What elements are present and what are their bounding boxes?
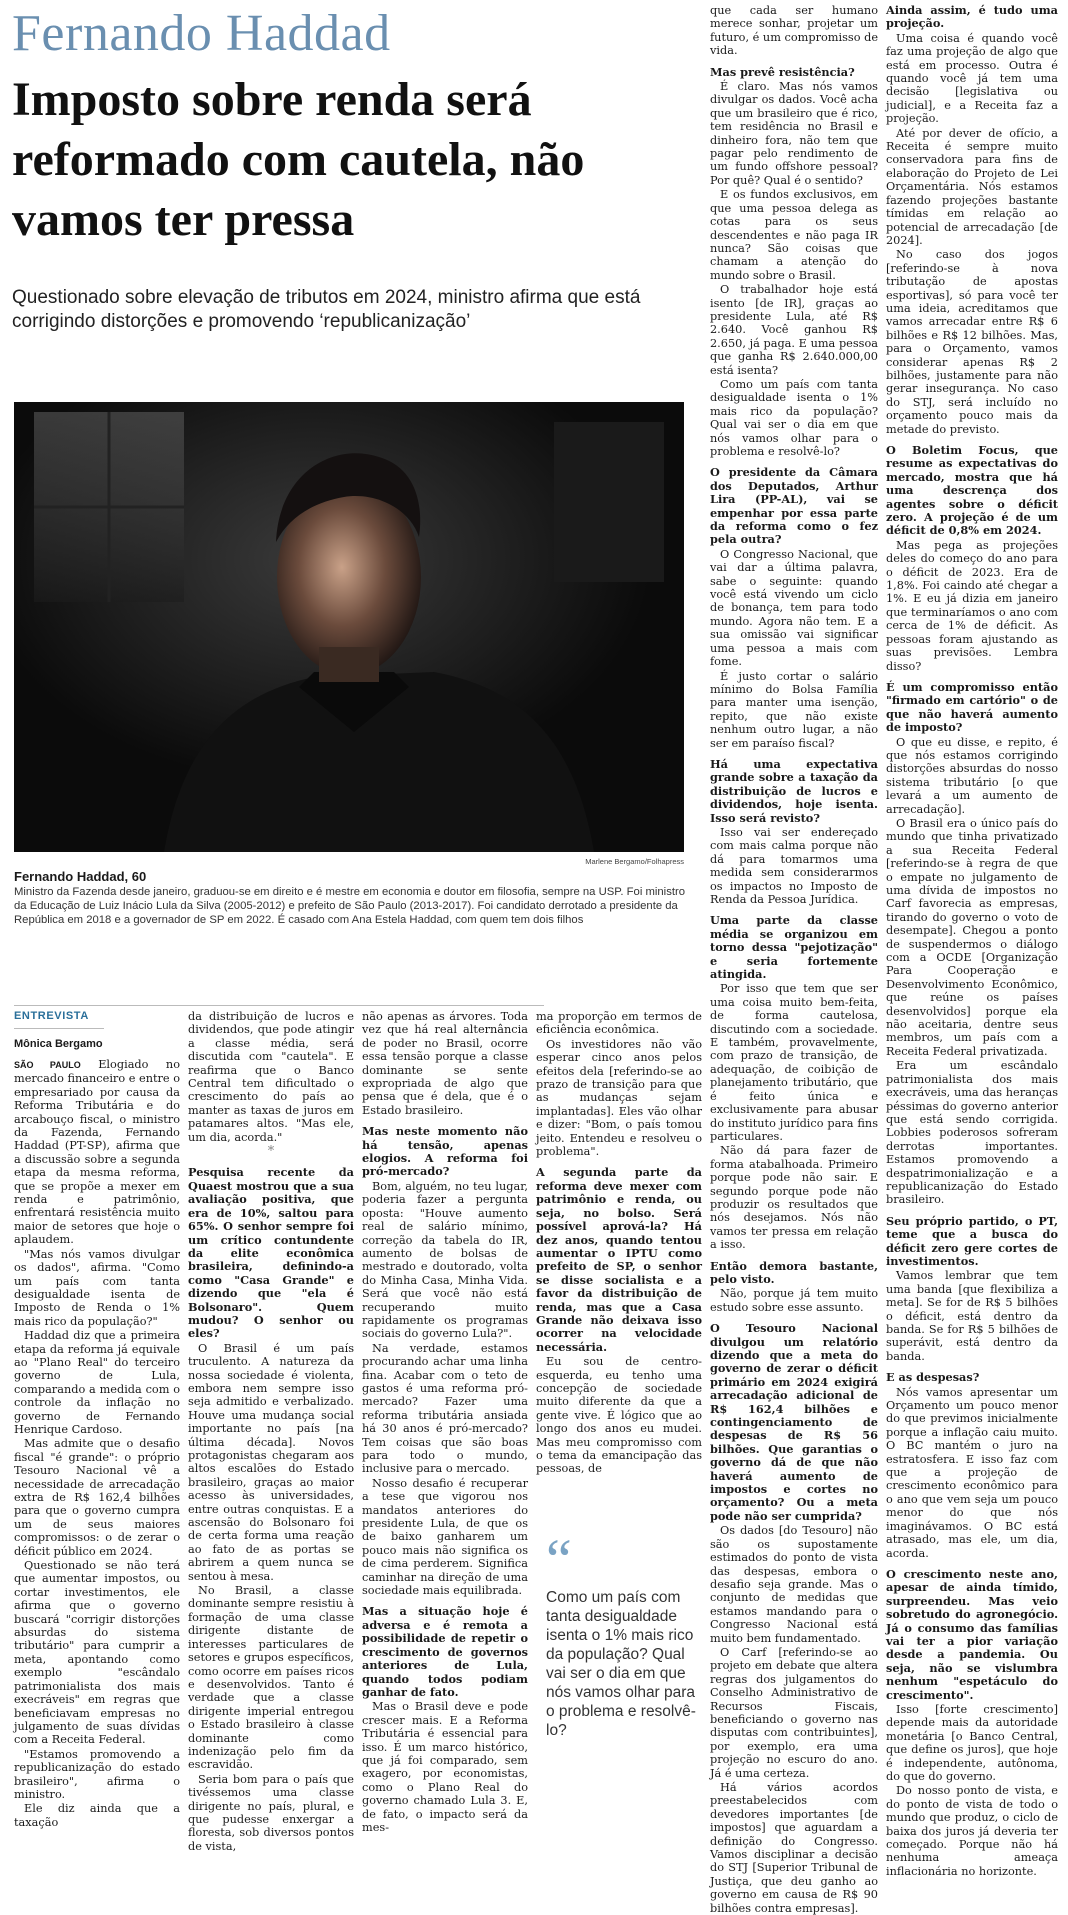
paragraph: O trabalhador hoje está isento [de IR], graças ao presidente Lula, até R$ 2.640. Você ganhou R$ 2.650, já paga. E uma pessoa que ganha R$ 2.640.000,00 está isenta? (710, 283, 878, 377)
article-column-3 (362, 1010, 528, 1834)
paragraph: Uma coisa é quando você faz uma projeção de algo que está em processo. Outra é quando você já tem uma decisão [legislativa ou judicial], e a Receita faz a projeção. (886, 31, 1058, 126)
question: É um compromisso então "firmado em cartório" o de que não haverá aumento de imposto? (886, 679, 1058, 735)
headline: Imposto sobre renda será reformado com cautela, não vamos ter pressa (12, 73, 585, 246)
question: Uma parte da classe média se organizou em torno dessa "pejotização" e seria fortemente atingida. (710, 913, 878, 982)
section-label: ENTREVISTA (14, 1010, 89, 1022)
question: Então demora bastante, pelo visto. (710, 1258, 878, 1286)
paragraph: É justo cortar o salário mínimo do Bolsa Família para manter uma isenção, repito, que não existe nenhum outro lugar, a não ser em paraíso fiscal? (710, 669, 878, 750)
paragraph: Como um país com tanta desigualdade isenta o 1% mais rico da população? Qual vai ser o dia em que nós vamos olhar para o problema e resolvê-lo? (710, 377, 878, 458)
paragraph: Questionado se não terá que aumentar impostos, ou cortar investimentos, ele afirma que o governo buscará "corrigir distorções absurdas do sistema tributário" para cumprir a meta, apontando como exemplo "escândalo patrimonialista dos mais execráveis" em regras que beneficiavam empresas no julgamento de suas dívidas com a Receita Federal. (14, 1559, 180, 1747)
question: Ainda assim, é tudo uma projeção. (886, 3, 1058, 31)
question: Há uma expectativa grande sobre a taxação da distribuição de lucros e dividendos, hoje isenta. Isso será revisto? (710, 756, 878, 825)
paragraph: ma proporção em termos de eficiência econômica. (536, 1010, 702, 1037)
paragraph: que cada ser humano merece sonhar, projetar um futuro, é um compromisso de vida. (710, 4, 879, 58)
paragraph: Não, porque já tem muito estudo sobre esse assunto. (710, 1287, 878, 1314)
question: O Boletim Focus, que resume as expectativas do mercado, mostra que há uma descrença dos agentes sobre o déficit zero. A projeção é de um déficit de 0,8% em 2024. (886, 443, 1058, 538)
paragraph: O Congresso Nacional, que vai dar a última palavra, sabe o seguinte: quando você está vivendo um ciclo de bonança, tem para todo mundo. Agora não tem. E a sua omissão vai significar uma pessoa a mais com fome. (710, 547, 878, 669)
paragraph: O Brasil era o único país do mundo que tinha privatizado a sua Receita Federal [referindo-se à regra de que o empate no julgamento de uma dívida de impostos no Carf favorecia as empresas, tirando do governo o voto de desempate]. Chegou a ponto de suspendermos o diálogo com a OCDE [Organização Para Cooperação e Desenvolvimento Econômico, que reúne os países desenvolvidos] porque ela não aceitaria, dentre seus membros, um país com a Receita Federal privatizada. (886, 816, 1058, 1058)
paragraph: É claro. Mas nós vamos divulgar os dados. Você acha que um brasileiro que é rico, tem residência no Brasil e dinheiro fora, não tem que pagar pelo rendimento de um fundo offshore pessoal? Por quê? Qual é o sentido? (710, 80, 878, 187)
separator-asterisk: * (267, 1144, 275, 1160)
article-column-1 (14, 1058, 180, 1829)
paragraph: Até por dever de ofício, a Receita é sempre muito conservadora para fins de elaboração do Projeto de Lei Orçamentária. Nós estamos fazendo projeções bastante tímidas em relação ao potencial de arrecadação [de 2024]. (886, 126, 1058, 247)
paragraph: Haddad diz que a primeira etapa da reforma já equivale ao "Plano Real" do terceiro governo de Lula, comparando a medida com o controle da inflação no governo de Fernando Henrique Cardoso. (14, 1329, 180, 1436)
pull-quote: Como um país com tanta desigualdade isenta o 1% mais rico da população? Qual vai ser o dia em que nós vamos olhar para o problema e resolvê-lo? (546, 1589, 696, 1739)
divider (14, 1028, 104, 1029)
paragraph: Isso [forte crescimento] depende mais da autoridade monetária [o Banco Central, que define os juros], que hoje é independente, autônoma, do que do governo. (886, 1702, 1058, 1783)
question: Mas a situação hoje é adversa e é remota a possibilidade de repetir o crescimento de governos anteriores de Lula, quando todos podiam ganhar de fato. (362, 1604, 528, 1699)
article-column-4 (536, 1010, 702, 1525)
section-kicker: Fernando Haddad (12, 5, 391, 62)
paragraph: Mas admite que o desafio fiscal "é grande": o próprio Tesouro Nacional vê a necessidade de arrecadação extra de R$ 162,4 bilhões para que o governo cumpra um de seus maiores compromissos: o de zerar o déficit público em 2024. (14, 1437, 180, 1558)
paragraph: Do nosso ponto de vista, e do ponto de vista de todo o mundo que produz, o ciclo de baixa dos juros já deveria ter começado. Porque não há nenhuma ameaça inflacionária no horizonte. (886, 1784, 1058, 1878)
paragraph: "Estamos promovendo a republicanização do estado brasileiro", afirma o ministro. (14, 1747, 180, 1801)
photo-credit: Marlene Bergamo/Folhapress (585, 857, 684, 866)
paragraph: Não dá para fazer de forma atabalhoada. Primeiro porque pode não sair. E segundo porque pode não produzir os resultados que nós desejamos. Nós não vamos ter pressa em relação a isso. (710, 1144, 878, 1252)
paragraph: Na verdade, estamos procurando achar uma linha fina. Acabar com o teto de gastos é uma reforma pró-mercado? Fazer uma reforma tributária ansiada há 30 anos é pró-mercado? Tem coisas que são boas para todo o mundo, inclusive para o mercado. (362, 1341, 528, 1476)
paragraph: Mas o Brasil deve e pode crescer mais. E a Reforma Tributária é essencial para isso. É um marco histórico, que já foi comparado, sem exagero, por economistas, como o Plano Real do governo chamado Lula 3. E, de fato, o impacto será da mes- (362, 1700, 528, 1834)
quote-mark-icon: “ (546, 1527, 572, 1592)
paragraph: Há vários acordos preestabelecidos com devedores importantes [de impostos] que aguardam a definição do Congresso. Vamos disciplinar a decisão do STJ [Superior Tribunal de Justiça, que deu ganho ao governo em causa de R$ 90 bilhões contra empresas]. (710, 1781, 878, 1915)
question: Mas prevê resistência? (710, 64, 855, 79)
paragraph: No Brasil, a classe dominante sempre resistiu à formação de uma classe dirigente distante de interesses particulares de setores e grupos específicos, como ocorre em países ricos e desenvolvidos. Tanto é verdade que a classe dirigente imperial entregou o Estado brasileiro à classe dominante como indenização pelo fim da escravidão. (188, 1584, 354, 1772)
caption-text: Ministro da Fazenda desde janeiro, graduou-se em direito e é mestre em economia e doutor em filosofia, sempre na USP. Foi ministro da Educação de Luiz Inácio Lula da Silva (2005-2012) e prefeito de São Paulo (2013-2017). Foi candidato derrotado a presidente da República em 2018 e a governador de SP em 2022. É casado com Ana Estela Haddad, com quem tem dois filhos (14, 886, 686, 926)
paragraph: "Mas nós vamos divulgar os dados", afirma. "Como um país com tanta desigualdade isenta de Imposto de Renda o 1% mais rico da população?" (14, 1247, 180, 1328)
paragraph: Nosso desafio é recuperar a tese que vigorou nos mandatos anteriores do presidente Lula, de que os de baixo ganharem um pouco mais não significa os de cima perderem. Significa caminhar na direção de uma sociedade mais equilibrada. (362, 1476, 528, 1598)
question: Seu próprio partido, o PT, teme que a busca do déficit zero gere cortes de investimentos. (886, 1213, 1058, 1268)
dateline: SÃO PAULO (14, 1060, 81, 1070)
paragraph: Eu sou de centro-esquerda, eu tenho uma concepção de sociedade muito diferente da que a gente vive. É lógico que ao longo dos anos eu mudei. Mas meu compromisso com o tema da emancipação das pessoas, de (536, 1355, 702, 1476)
article-column-5 (710, 4, 879, 1915)
question: O Tesouro Nacional divulgou um relatório dizendo que a meta do governo de zerar o déficit primário em 2024 exigirá arrecadação adicional de R$ 162,4 bilhões e contingenciamento de despesas de R$ 56 bilhões. Que garantias o governo dá de que não haverá aumento de impostos e cortes no orçamento? Ou a meta pode não ser cumprida? (710, 1321, 878, 1523)
paragraph: Nós vamos apresentar um Orçamento um pouco menor do que previmos inicialmente porque a inflação caiu muito. O BC mantém o juro na estratosfera. E isso faz com que a projeção de crescimento econômico para o ano que vem seja um pouco menor do que nós imaginávamos. O BC está atrasado, mas ele, um dia, acorda. (886, 1385, 1058, 1560)
paragraph: Vamos lembrar que tem uma banda [que flexibiliza a meta]. Se for de R$ 5 bilhões o déficit, está dentro da banda. Se for R$ 5 bilhões de superávit, está dentro da banda. (886, 1269, 1058, 1363)
paragraph: não apenas as árvores. Toda vez que há real alternância de poder no Brasil, ocorre essa tensão porque a classe dominante se sente expropriada de algo que pensa que é dela, que é o Estado brasileiro. (362, 1010, 528, 1117)
paragraph: Por isso que tem que ser uma coisa muito bem-feita, de forma cautelosa, discutindo com a sociedade. E também, provavelmente, com prazo de transição, de adequação, de coibição de planejamento tributário, que é feito única e exclusivamente para abusar do instituto jurídico para fins particulares. (710, 982, 878, 1143)
byline: Mônica Bergamo (14, 1038, 103, 1050)
article-column-6 (886, 3, 1058, 1878)
paragraph: da distribuição de lucros e dividendos, que pode atingir a classe média, será discutida com "cautela". E reafirma que o Banco Central tem dificultado o crescimento do país ao manter as taxas de juros em patamares altos. "Mas ele, um dia, acorda." (188, 1010, 354, 1144)
question: A segunda parte da reforma deve mexer com patrimônio e renda, ou seja, no bolso. Será possível aprová-la? Há dez anos, quando tentou aumentar o IPTU como prefeito de SP, o senhor se disse socialista e a favor da distribuição de renda, mas que a Casa Grande não deixava isso ocorrer na velocidade necessária. (536, 1165, 702, 1354)
article-column-2 (188, 1010, 354, 1853)
question: Pesquisa recente da Quaest mostrou que a sua avaliação positiva, que era de 10%, saltou para 65%. O senhor sempre foi um crítico contundente da elite econômica brasileira, definindo-a como "Casa Grande" e dizendo que "ela é Bolsonaro". Quem mudou? O senhor ou eles? (188, 1165, 354, 1341)
paragraph: Era um escândalo patrimonialista dos mais execráveis, uma das heranças péssimas do governo anterior que está sendo corrigida. Lobbies poderosos sofreram derrotas importantes. Estamos promovendo a despatrimonialização e a republicanização do Estado brasileiro. (886, 1059, 1058, 1207)
paragraph: Os investidores não vão esperar cinco anos pelos efeitos dela [referindo-se ao prazo de transição para que as mudanças sejam implantadas]. Eles vão olhar e dizer: "Bom, o país tomou jeito. Entendeu e resolveu o problema". (536, 1037, 702, 1159)
paragraph: Mas pega as projeções deles do começo do ano para o déficit de 2023. Era de 1,8%. Foi caindo até chegar a 1%. E eu já dizia em janeiro que terminaríamos o ano com cerca de 1% de déficit. As pessoas foram ajustando as suas previsões. Lembra disso? (886, 538, 1058, 673)
paragraph: No caso dos jogos [referindo-se à nova tributação de apostas esportivas], só para você ter uma ideia, acreditamos que vamos arrecadar entre R$ 6 bilhões e R$ 12 bilhões. Mas, para o Orçamento, vamos considerar apenas R$ 2 bilhões, justamente para não gerar insegurança. No caso do STJ, será incluído no orçamento pouco mais da metade do previsto. (886, 248, 1058, 436)
subtitle: Questionado sobre elevação de tributos em 2024, ministro afirma que está corrigindo distorções e promovendo ‘republicanização’ (12, 287, 641, 332)
paragraph: O Brasil é um país truculento. A natureza da nossa sociedade é violenta, embora nem sempre isso seja admitido e verbalizado. Houve uma mudança social importante no país [na última década]. Novos protagonistas chegaram aos altos escalões do Estado brasileiro, graças ao maior acesso às universidades, entre outras conquistas. E a ascensão do Bolsonaro foi de certa forma uma reação ao fato de as portas se abrirem a quem nunca se sentou à mesa. (188, 1341, 354, 1583)
paragraph: Bom, alguém, no teu lugar, poderia fazer a pergunta oposta: "Houve aumento real de salário mínimo, correção da tabela do IR, aumento de bolsas de mestrado e doutorado, volta do Minha Casa, Minha Vida. Será que você não está recuperando muito rapidamente os programas sociais do governo Lula?". (362, 1179, 528, 1341)
divider (14, 1005, 544, 1006)
caption-name: Fernando Haddad, 60 (14, 869, 147, 884)
paragraph: SÃO PAULO Elogiado no mercado financeiro e entre o empresariado por causa da Reforma Tributária e do arcabouço fiscal, o ministro da Fazenda, Fernando Haddad (PT-SP), afirma que a discussão sobre a segunda etapa da mesma reforma, que se propõe a mexer em renda e patrimônio, enfrentará resistência muito maior de setores que hoje o aplaudem. (14, 1058, 180, 1247)
question: E as despesas? (886, 1370, 980, 1385)
paragraph: O Carf [referindo-se ao projeto em debate que altera regras dos julgamentos do Conselho Administrativo de Recursos Fiscais, beneficiando o governo nas disputas com contribuintes], por exemplo, era uma projeção no escuro do ano. Já é uma certeza. (710, 1645, 878, 1780)
paragraph: Isso vai ser endereçado com mais calma porque não dá para tomarmos uma medida sem considerarmos os impactos no Imposto de Renda da Pessoa Jurídica. (710, 825, 878, 906)
question: O presidente da Câmara dos Deputados, Arthur Lira (PP-AL), vai se empenhar por essa parte da reforma como o fez pela outra? (710, 465, 878, 547)
question: O crescimento neste ano, apesar de ainda tímido, surpreendeu. Mas veio sobretudo do agronegócio. Já o consumo das famílias vai ter a pior variação desde a pandemia. Ou seja, não se vislumbra nenhum "espetáculo do crescimento". (886, 1566, 1058, 1702)
portrait-photo (14, 402, 684, 852)
paragraph: Seria bom para o país que tivéssemos uma classe dirigente no país, plural, e que pudesse enxergar a floresta, sob diversos pontos de vista, (188, 1772, 354, 1853)
question: Mas neste momento não há tensão, apenas elogios. A reforma foi pró-mercado? (362, 1124, 528, 1179)
paragraph: Os dados [do Tesouro] não são os supostamente estimados do ponto de vista das despesas, embora o desafio seja grande. Mas o conjunto de medidas que estamos mandando para o Congresso Nacional está muito bem fundamentado. (710, 1524, 878, 1645)
paragraph: E os fundos exclusivos, em que uma pessoa delega as cotas para os seus descendentes e não paga IR nunca? São coisas que chamam a atenção do mundo sobre o Brasil. (710, 188, 878, 282)
paragraph: Ele diz ainda que a taxação (14, 1802, 180, 1829)
paragraph: O que eu disse, e repito, é que nós estamos corrigindo distorções absurdas do nosso sistema tributário [o que levará a um aumento de arrecadação]. (886, 735, 1058, 816)
